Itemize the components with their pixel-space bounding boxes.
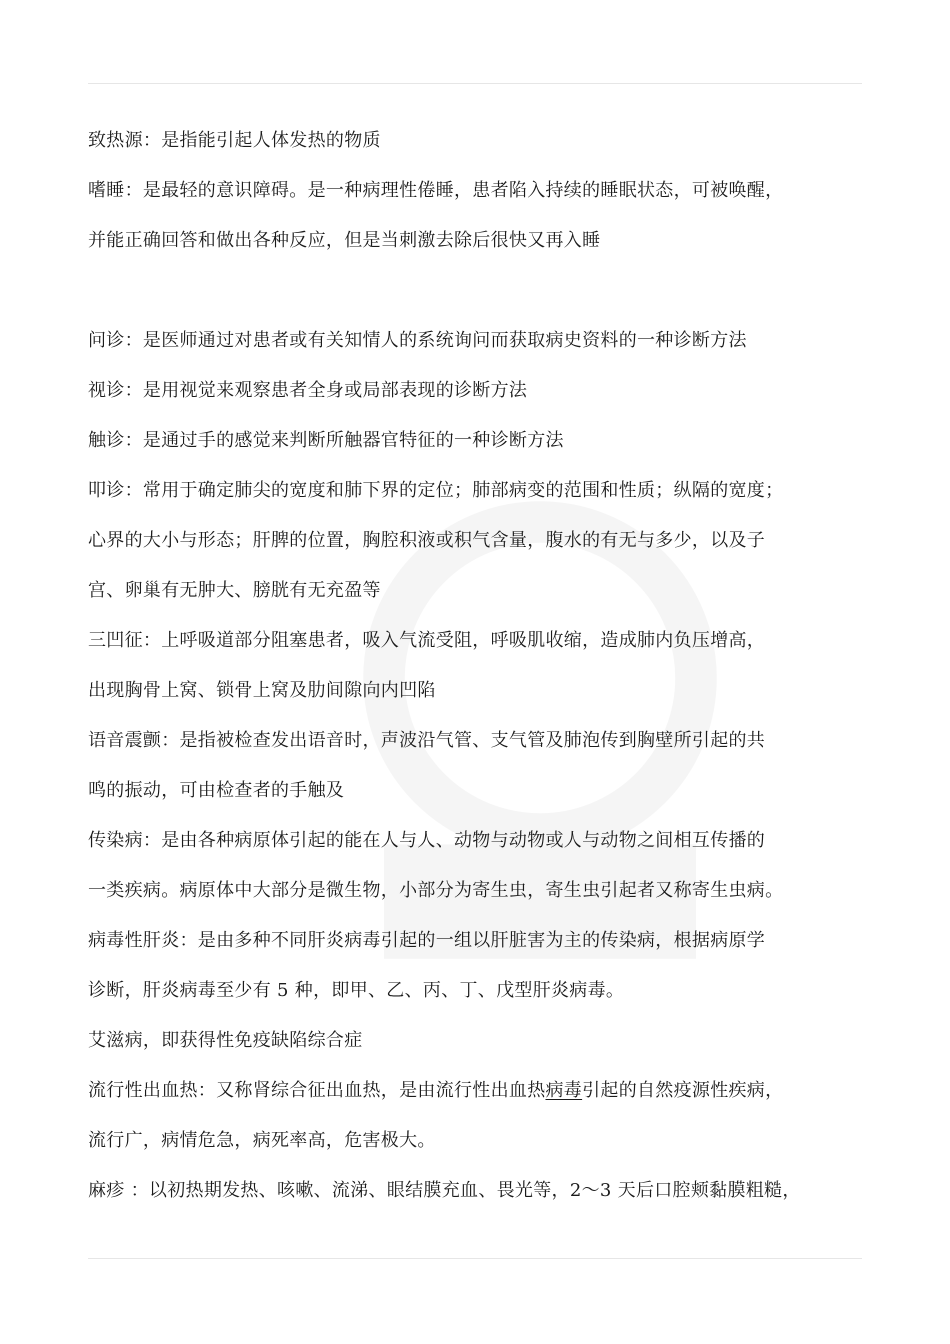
definition-somnolence-line-1: 嗜睡：是最轻的意识障碍。是一种病理性倦睡，患者陷入持续的睡眠状态，可被唤醒， (88, 180, 784, 201)
hemorrhagic-fever-text-before: 流行性出血热：又称肾综合征出血热，是由流行性出血热 (88, 1080, 546, 1101)
definition-hemorrhagic-fever-line-2: 流行广，病情危急，病死率高，危害极大。 (88, 1130, 436, 1151)
definition-infectious-disease-line-2: 一类疾病。病原体中大部分是微生物，小部分为寄生虫，寄生虫引起者又称寄生虫病。 (88, 880, 784, 901)
definition-palpation: 触诊：是通过手的感觉来判断所触器官特征的一种诊断方法 (88, 430, 564, 451)
document-body (88, 116, 866, 1216)
definition-viral-hepatitis-line-2: 诊断，肝炎病毒至少有 5 种，即甲、乙、丙、丁、戊型肝炎病毒。 (88, 980, 625, 1001)
definition-three-depression-sign-line-2: 出现胸骨上窝、锁骨上窝及肋间隙向内凹陷 (88, 680, 436, 701)
definition-viral-hepatitis-line-1: 病毒性肝炎：是由多种不同肝炎病毒引起的一组以肝脏害为主的传染病，根据病原学 (88, 930, 766, 951)
definition-hemorrhagic-fever-line-1 (88, 1066, 866, 1116)
definition-measles-line-1: 麻疹 ：以初热期发热、咳嗽、流涕、眼结膜充血、畏光等，2～3 天后口腔颊黏膜粗糙， (88, 1180, 801, 1201)
definition-pyrogen: 致热源：是指能引起人体发热的物质 (88, 130, 381, 151)
definition-percussion-line-1: 叩诊：常用于确定肺尖的宽度和肺下界的定位；肺部病变的范围和性质；纵隔的宽度； (88, 480, 784, 501)
definition-inspection: 视诊：是用视觉来观察患者全身或局部表现的诊断方法 (88, 380, 528, 401)
footer-divider (88, 1258, 862, 1259)
paragraph-gap (88, 266, 866, 316)
hemorrhagic-fever-text-after: 引起的自然疫源性疾病， (582, 1080, 784, 1101)
definition-somnolence-line-2: 并能正确回答和做出各种反应，但是当刺激去除后很快又再入睡 (88, 230, 601, 251)
definition-three-depression-sign-line-1: 三凹征：上呼吸道部分阻塞患者，吸入气流受阻，呼吸肌收缩，造成肺内负压增高， (88, 630, 766, 651)
definition-percussion-line-2: 心界的大小与形态；肝脾的位置，胸腔积液或积气含量，腹水的有无与多少，以及子 (88, 530, 766, 551)
definition-vocal-fremitus-line-2: 鸣的振动，可由检查者的手触及 (88, 780, 345, 801)
header-divider (88, 83, 862, 84)
definition-vocal-fremitus-line-1: 语音震颤：是指被检查发出语音时，声波沿气管、支气管及肺泡传到胸壁所引起的共 (88, 730, 766, 751)
definition-infectious-disease-line-1: 传染病：是由各种病原体引起的能在人与人、动物与动物或人与动物之间相互传播的 (88, 830, 766, 851)
definition-aids: 艾滋病，即获得性免疫缺陷综合症 (88, 1030, 363, 1051)
definition-inquiry: 问诊：是医师通过对患者或有关知情人的系统询问而获取病史资料的一种诊断方法 (88, 330, 747, 351)
definition-percussion-line-3: 宫、卵巢有无肿大、膀胱有无充盈等 (88, 580, 381, 601)
hemorrhagic-fever-underlined-virus: 病毒 (545, 1080, 583, 1101)
